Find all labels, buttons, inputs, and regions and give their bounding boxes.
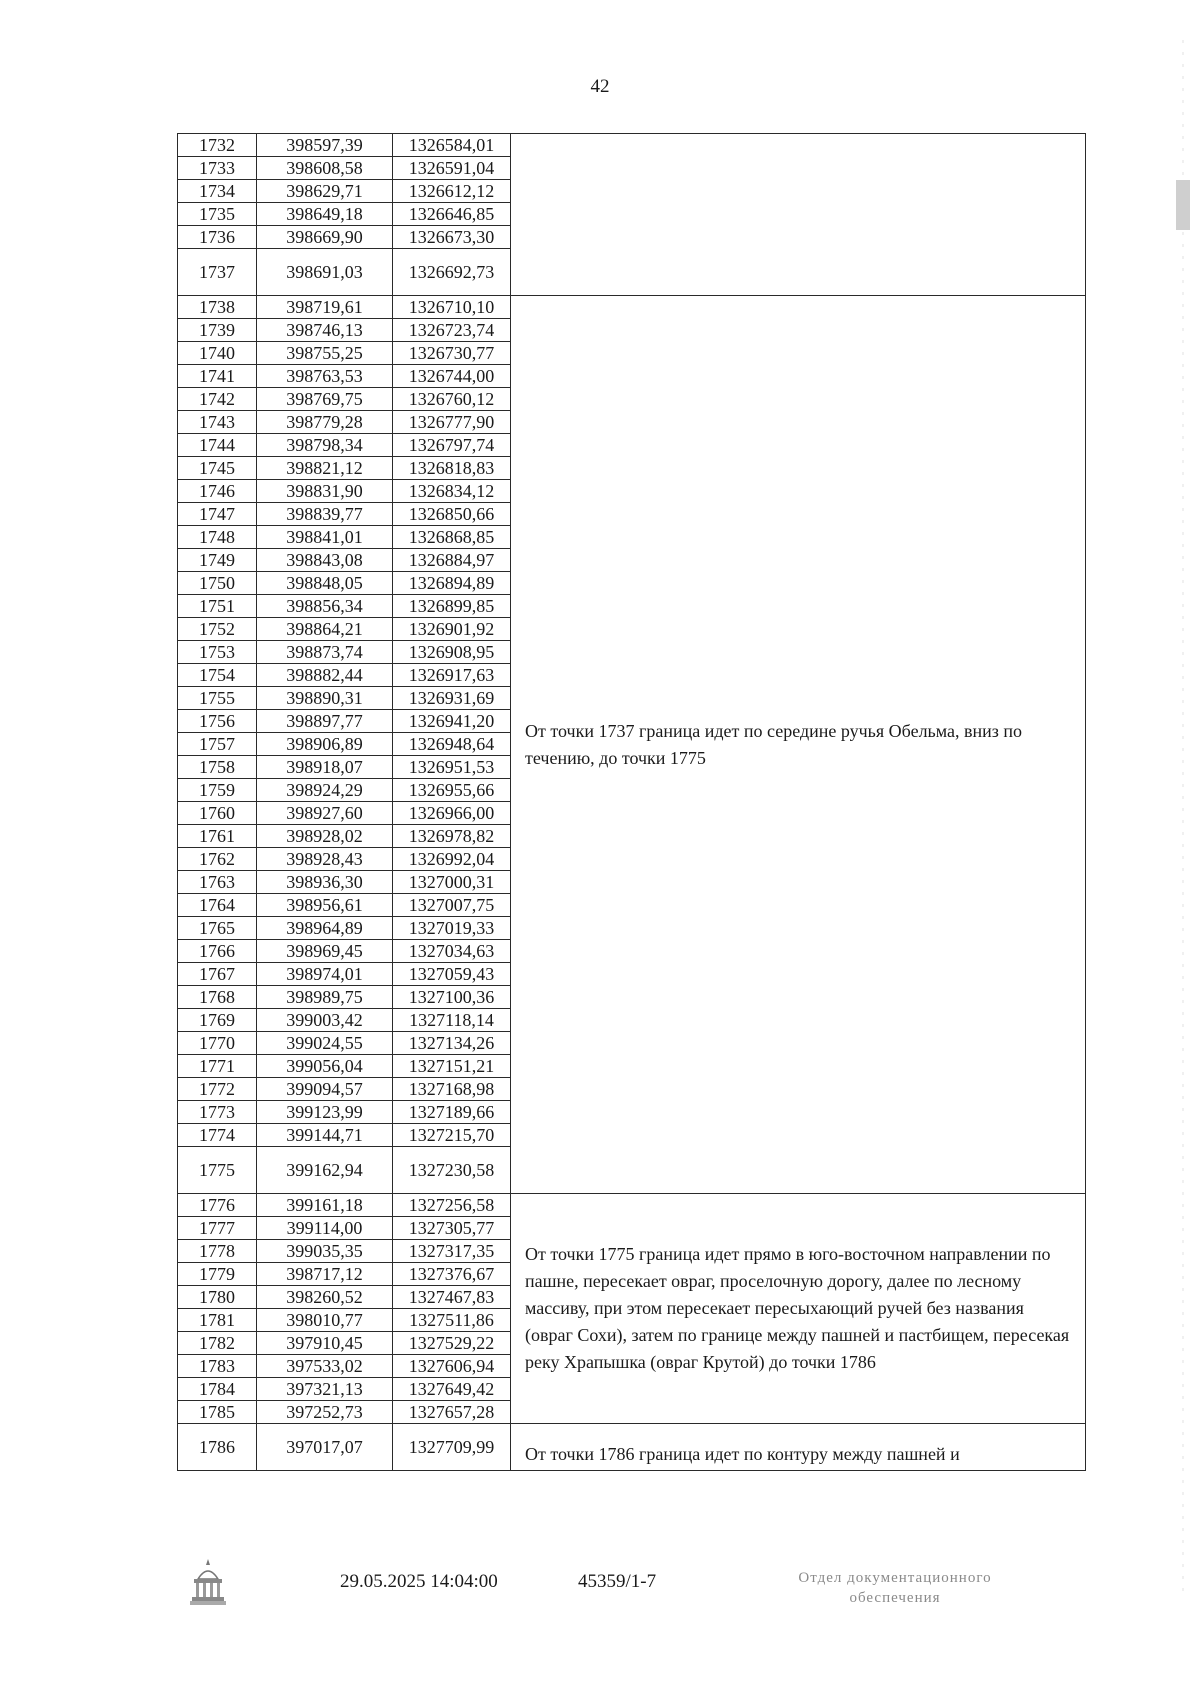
- y-coordinate-cell: 1327606,94: [393, 1355, 511, 1378]
- x-coordinate-cell: 398974,01: [257, 963, 393, 986]
- y-coordinate-cell: 1326948,64: [393, 733, 511, 756]
- y-coordinate-cell: 1326730,77: [393, 342, 511, 365]
- x-coordinate-cell: 397017,07: [257, 1424, 393, 1471]
- x-coordinate-cell: 398969,45: [257, 940, 393, 963]
- y-coordinate-cell: 1326584,01: [393, 134, 511, 157]
- y-coordinate-cell: 1326760,12: [393, 388, 511, 411]
- stamp-line-1: Отдел документационного: [798, 1570, 992, 1586]
- page-number: 42: [590, 76, 610, 97]
- point-number-cell: 1781: [178, 1309, 257, 1332]
- point-number-cell: 1772: [178, 1078, 257, 1101]
- point-number-cell: 1773: [178, 1101, 257, 1124]
- x-coordinate-cell: 398779,28: [257, 411, 393, 434]
- point-number-cell: 1777: [178, 1217, 257, 1240]
- x-coordinate-cell: 398989,75: [257, 986, 393, 1009]
- y-coordinate-cell: 1326868,85: [393, 526, 511, 549]
- y-coordinate-cell: 1326692,73: [393, 249, 511, 296]
- y-coordinate-cell: 1326591,04: [393, 157, 511, 180]
- y-coordinate-cell: 1327657,28: [393, 1401, 511, 1424]
- y-coordinate-cell: 1327709,99: [393, 1424, 511, 1471]
- point-number-cell: 1780: [178, 1286, 257, 1309]
- x-coordinate-cell: 397321,13: [257, 1378, 393, 1401]
- y-coordinate-cell: 1326884,97: [393, 549, 511, 572]
- y-coordinate-cell: 1327317,35: [393, 1240, 511, 1263]
- point-number-cell: 1738: [178, 296, 257, 319]
- x-coordinate-cell: 398746,13: [257, 319, 393, 342]
- point-number-cell: 1786: [178, 1424, 257, 1471]
- point-number-cell: 1758: [178, 756, 257, 779]
- y-coordinate-cell: 1327215,70: [393, 1124, 511, 1147]
- y-coordinate-cell: 1326951,53: [393, 756, 511, 779]
- point-number-cell: 1766: [178, 940, 257, 963]
- point-number-cell: 1762: [178, 848, 257, 871]
- y-coordinate-cell: 1327649,42: [393, 1378, 511, 1401]
- x-coordinate-cell: 397910,45: [257, 1332, 393, 1355]
- point-number-cell: 1768: [178, 986, 257, 1009]
- point-number-cell: 1740: [178, 342, 257, 365]
- x-coordinate-cell: 399161,18: [257, 1194, 393, 1217]
- y-coordinate-cell: 1326899,85: [393, 595, 511, 618]
- point-number-cell: 1746: [178, 480, 257, 503]
- point-number-cell: 1761: [178, 825, 257, 848]
- table-row: [178, 134, 1086, 157]
- x-coordinate-cell: 398897,77: [257, 710, 393, 733]
- point-number-cell: 1741: [178, 365, 257, 388]
- point-number-cell: 1756: [178, 710, 257, 733]
- x-coordinate-cell: 398608,58: [257, 157, 393, 180]
- boundary-description-cell: От точки 1786 граница идет по контуру между пашней и: [511, 1424, 1086, 1471]
- point-number-cell: 1783: [178, 1355, 257, 1378]
- coordinates-table-body: [178, 134, 1086, 1471]
- point-number-cell: 1757: [178, 733, 257, 756]
- y-coordinate-cell: 1327256,58: [393, 1194, 511, 1217]
- x-coordinate-cell: 398936,30: [257, 871, 393, 894]
- y-coordinate-cell: 1327059,43: [393, 963, 511, 986]
- point-number-cell: 1774: [178, 1124, 257, 1147]
- x-coordinate-cell: 397533,02: [257, 1355, 393, 1378]
- point-number-cell: 1751: [178, 595, 257, 618]
- y-coordinate-cell: 1327151,21: [393, 1055, 511, 1078]
- point-number-cell: 1749: [178, 549, 257, 572]
- y-coordinate-cell: 1326723,74: [393, 319, 511, 342]
- x-coordinate-cell: 398856,34: [257, 595, 393, 618]
- footer-reference-number: 45359/1-7: [578, 1571, 657, 1592]
- x-coordinate-cell: 398890,31: [257, 687, 393, 710]
- boundary-description-cell: От точки 1775 граница идет прямо в юго-восточном направлении по пашне, пересекает овраг, проселочную дорогу, далее по лесному массиву, при этом пересекает пересыхающий ручей без названия (овраг Сохи), затем по границе между пашней и пастбищем, пересекая реку Храпышка (овраг Крутой) до точки 1786: [511, 1194, 1086, 1424]
- x-coordinate-cell: 398669,90: [257, 226, 393, 249]
- point-number-cell: 1765: [178, 917, 257, 940]
- x-coordinate-cell: 397252,73: [257, 1401, 393, 1424]
- x-coordinate-cell: 399056,04: [257, 1055, 393, 1078]
- x-coordinate-cell: 398649,18: [257, 203, 393, 226]
- x-coordinate-cell: 398597,39: [257, 134, 393, 157]
- x-coordinate-cell: 398717,12: [257, 1263, 393, 1286]
- y-coordinate-cell: 1326908,95: [393, 641, 511, 664]
- point-number-cell: 1750: [178, 572, 257, 595]
- point-number-cell: 1769: [178, 1009, 257, 1032]
- coordinates-table: [177, 133, 1086, 1471]
- scan-edge-marks: [1176, 40, 1190, 1600]
- x-coordinate-cell: 399144,71: [257, 1124, 393, 1147]
- point-number-cell: 1754: [178, 664, 257, 687]
- point-number-cell: 1736: [178, 226, 257, 249]
- y-coordinate-cell: 1327100,36: [393, 986, 511, 1009]
- x-coordinate-cell: 399024,55: [257, 1032, 393, 1055]
- point-number-cell: 1733: [178, 157, 257, 180]
- y-coordinate-cell: 1326710,10: [393, 296, 511, 319]
- y-coordinate-cell: 1327134,26: [393, 1032, 511, 1055]
- y-coordinate-cell: 1326966,00: [393, 802, 511, 825]
- point-number-cell: 1763: [178, 871, 257, 894]
- point-number-cell: 1745: [178, 457, 257, 480]
- x-coordinate-cell: 399035,35: [257, 1240, 393, 1263]
- point-number-cell: 1767: [178, 963, 257, 986]
- x-coordinate-cell: 398821,12: [257, 457, 393, 480]
- y-coordinate-cell: 1326901,92: [393, 618, 511, 641]
- x-coordinate-cell: 398956,61: [257, 894, 393, 917]
- point-number-cell: 1770: [178, 1032, 257, 1055]
- x-coordinate-cell: 398010,77: [257, 1309, 393, 1332]
- x-coordinate-cell: 398928,43: [257, 848, 393, 871]
- point-number-cell: 1734: [178, 180, 257, 203]
- y-coordinate-cell: 1326646,85: [393, 203, 511, 226]
- point-number-cell: 1755: [178, 687, 257, 710]
- x-coordinate-cell: 398924,29: [257, 779, 393, 802]
- point-number-cell: 1739: [178, 319, 257, 342]
- y-coordinate-cell: 1327000,31: [393, 871, 511, 894]
- x-coordinate-cell: 398831,90: [257, 480, 393, 503]
- x-coordinate-cell: 398964,89: [257, 917, 393, 940]
- x-coordinate-cell: 398691,03: [257, 249, 393, 296]
- point-number-cell: 1779: [178, 1263, 257, 1286]
- x-coordinate-cell: 399114,00: [257, 1217, 393, 1240]
- x-coordinate-cell: 399003,42: [257, 1009, 393, 1032]
- y-coordinate-cell: 1327019,33: [393, 917, 511, 940]
- x-coordinate-cell: 398864,21: [257, 618, 393, 641]
- point-number-cell: 1743: [178, 411, 257, 434]
- y-coordinate-cell: 1326818,83: [393, 457, 511, 480]
- point-number-cell: 1752: [178, 618, 257, 641]
- boundary-description-cell: [511, 134, 1086, 296]
- x-coordinate-cell: 398763,53: [257, 365, 393, 388]
- x-coordinate-cell: 398769,75: [257, 388, 393, 411]
- y-coordinate-cell: 1326673,30: [393, 226, 511, 249]
- y-coordinate-cell: 1326931,69: [393, 687, 511, 710]
- point-number-cell: 1744: [178, 434, 257, 457]
- y-coordinate-cell: 1327376,67: [393, 1263, 511, 1286]
- table-row: [178, 1424, 1086, 1471]
- point-number-cell: 1732: [178, 134, 257, 157]
- point-number-cell: 1785: [178, 1401, 257, 1424]
- y-coordinate-cell: 1327168,98: [393, 1078, 511, 1101]
- y-coordinate-cell: 1326941,20: [393, 710, 511, 733]
- point-number-cell: 1735: [178, 203, 257, 226]
- point-number-cell: 1760: [178, 802, 257, 825]
- y-coordinate-cell: 1326992,04: [393, 848, 511, 871]
- y-coordinate-cell: 1327034,63: [393, 940, 511, 963]
- point-number-cell: 1737: [178, 249, 257, 296]
- y-coordinate-cell: 1326612,12: [393, 180, 511, 203]
- x-coordinate-cell: 398839,77: [257, 503, 393, 526]
- y-coordinate-cell: 1327230,58: [393, 1147, 511, 1194]
- point-number-cell: 1747: [178, 503, 257, 526]
- point-number-cell: 1753: [178, 641, 257, 664]
- table-row: [178, 1194, 1086, 1217]
- y-coordinate-cell: 1326978,82: [393, 825, 511, 848]
- y-coordinate-cell: 1326777,90: [393, 411, 511, 434]
- y-coordinate-cell: 1326917,63: [393, 664, 511, 687]
- emblem-icon: [186, 1555, 230, 1611]
- y-coordinate-cell: 1326955,66: [393, 779, 511, 802]
- y-coordinate-cell: 1326744,00: [393, 365, 511, 388]
- point-number-cell: 1775: [178, 1147, 257, 1194]
- x-coordinate-cell: 399162,94: [257, 1147, 393, 1194]
- boundary-description-cell: От точки 1737 граница идет по середине ручья Обельма, вниз по течению, до точки 1775: [511, 296, 1086, 1194]
- point-number-cell: 1742: [178, 388, 257, 411]
- department-stamp: [750, 1568, 1040, 1608]
- x-coordinate-cell: 398843,08: [257, 549, 393, 572]
- y-coordinate-cell: 1327529,22: [393, 1332, 511, 1355]
- point-number-cell: 1764: [178, 894, 257, 917]
- y-coordinate-cell: 1327118,14: [393, 1009, 511, 1032]
- y-coordinate-cell: 1327007,75: [393, 894, 511, 917]
- x-coordinate-cell: 398918,07: [257, 756, 393, 779]
- y-coordinate-cell: 1327305,77: [393, 1217, 511, 1240]
- y-coordinate-cell: 1326850,66: [393, 503, 511, 526]
- footer-date: 29.05.2025 14:04:00: [340, 1571, 498, 1592]
- table-row: [178, 296, 1086, 319]
- y-coordinate-cell: 1327189,66: [393, 1101, 511, 1124]
- x-coordinate-cell: 398841,01: [257, 526, 393, 549]
- x-coordinate-cell: 399094,57: [257, 1078, 393, 1101]
- x-coordinate-cell: 398629,71: [257, 180, 393, 203]
- y-coordinate-cell: 1327511,86: [393, 1309, 511, 1332]
- point-number-cell: 1759: [178, 779, 257, 802]
- y-coordinate-cell: 1326894,89: [393, 572, 511, 595]
- y-coordinate-cell: 1326797,74: [393, 434, 511, 457]
- point-number-cell: 1784: [178, 1378, 257, 1401]
- x-coordinate-cell: 398927,60: [257, 802, 393, 825]
- point-number-cell: 1771: [178, 1055, 257, 1078]
- x-coordinate-cell: 398755,25: [257, 342, 393, 365]
- x-coordinate-cell: 398928,02: [257, 825, 393, 848]
- x-coordinate-cell: 398906,89: [257, 733, 393, 756]
- point-number-cell: 1776: [178, 1194, 257, 1217]
- x-coordinate-cell: 398719,61: [257, 296, 393, 319]
- point-number-cell: 1748: [178, 526, 257, 549]
- x-coordinate-cell: 399123,99: [257, 1101, 393, 1124]
- x-coordinate-cell: 398260,52: [257, 1286, 393, 1309]
- y-coordinate-cell: 1327467,83: [393, 1286, 511, 1309]
- point-number-cell: 1782: [178, 1332, 257, 1355]
- x-coordinate-cell: 398873,74: [257, 641, 393, 664]
- y-coordinate-cell: 1326834,12: [393, 480, 511, 503]
- x-coordinate-cell: 398882,44: [257, 664, 393, 687]
- point-number-cell: 1778: [178, 1240, 257, 1263]
- stamp-line-2: обеспечения: [849, 1590, 941, 1606]
- x-coordinate-cell: 398798,34: [257, 434, 393, 457]
- x-coordinate-cell: 398848,05: [257, 572, 393, 595]
